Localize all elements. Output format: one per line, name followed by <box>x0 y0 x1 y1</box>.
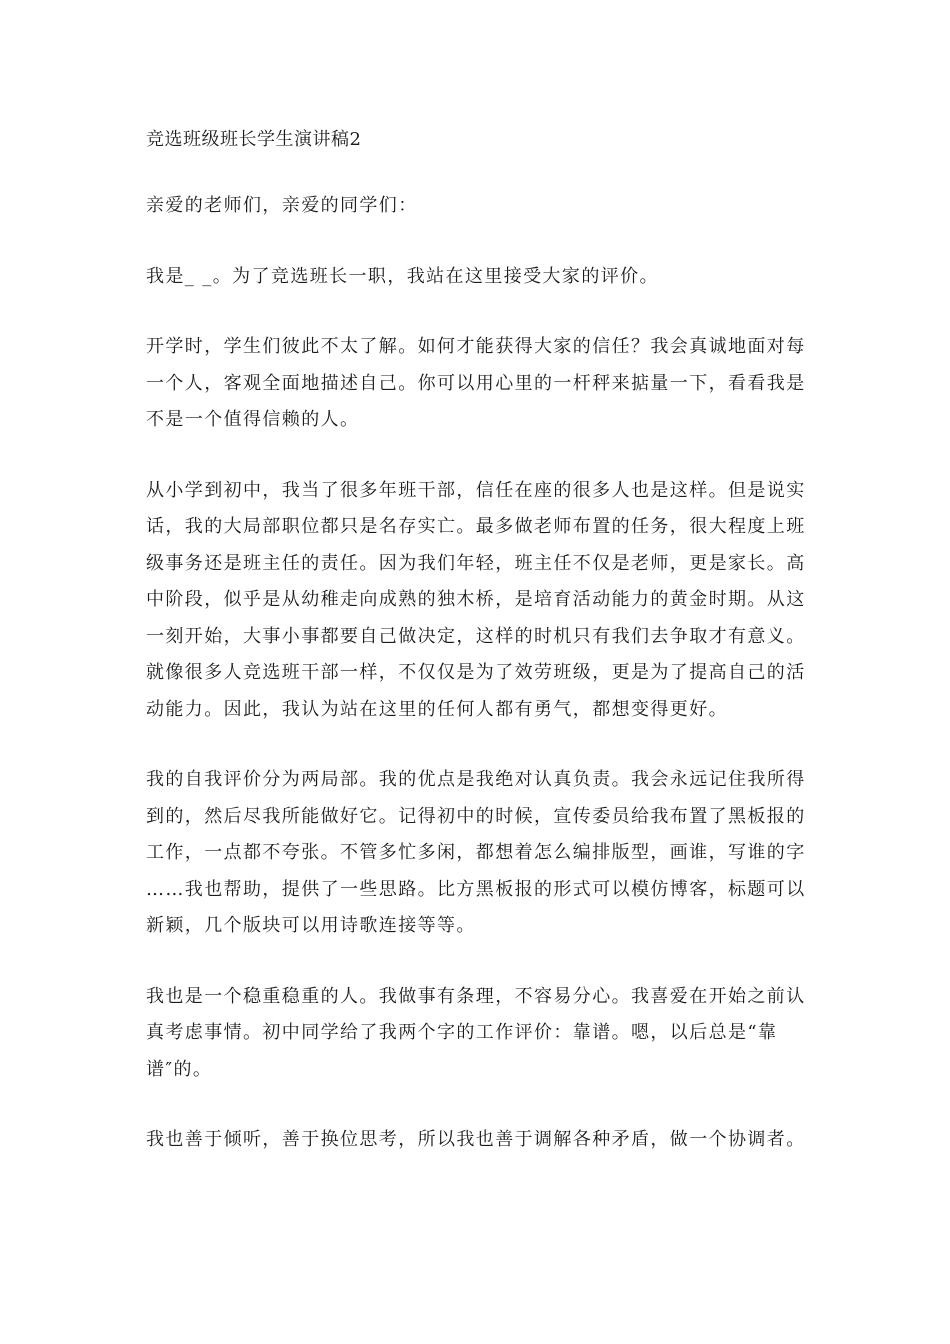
paragraph-line: 话，我的大局部职位都只是名存实亡。最多做老师布置的任务，很大程度上班 <box>146 516 806 537</box>
paragraph-line: 工作，一点都不夸张。不管多忙多闲，都想着怎么编排版型，画谁，写谁的字 <box>146 842 806 863</box>
paragraph-line: ……我也帮助，提供了一些思路。比方黑板报的形式可以模仿博客，标题可以 <box>146 878 806 900</box>
paragraph-line: 动能力。因此，我认为站在这里的任何人都有勇气，都想变得更好。 <box>146 698 728 720</box>
paragraph-steady <box>146 979 806 1089</box>
paragraph-line: 到的，然后尽我所能做好它。记得初中的时候，宣传委员给我布置了黑板报的 <box>146 805 806 827</box>
paragraph-line: 我也善于倾听，善于换位思考，所以我也善于调解各种矛盾，做一个协调者。 <box>146 1129 806 1150</box>
paragraph-first-impressions <box>146 329 806 439</box>
paragraph-experience <box>146 473 806 729</box>
paragraph-line: 就像很多人竞选班干部一样，不仅仅是为了效劳班级，更是为了提高自己的活 <box>146 662 806 683</box>
paragraph-line: 我的自我评价分为两局部。我的优点是我绝对认真负责。我会永远记住我所得 <box>146 769 806 790</box>
paragraph-self-evaluation <box>146 762 806 945</box>
greeting: 亲爱的老师们，亲爱的同学们： <box>146 195 418 216</box>
paragraph-line: 我也是一个稳重稳重的人。我做事有条理，不容易分心。我喜爱在开始之前认 <box>146 985 806 1007</box>
paragraph-line: 级事务还是班主任的责任。因为我们年轻，班主任不仅是老师，更是家长。高 <box>146 552 806 574</box>
paragraph-line: 真考虑事情。初中同学给了我两个字的工作评价：靠谱。嗯，以后总是“靠 <box>146 1022 778 1043</box>
paragraph-line: 开学时，学生们彼此不太了解。如何才能获得大家的信任？我会真诚地面对每 <box>146 336 806 357</box>
paragraph-listening <box>146 1122 806 1159</box>
intro-paragraph: 我是_ _。为了竞选班长一职，我站在这里接受大家的评价。 <box>146 265 659 287</box>
document-title: 竞选班级班长学生演讲稿2 <box>146 129 362 150</box>
paragraph-line: 一刻开始，大事小事都要自己做决定，这样的时机只有我们去争取才有意义。 <box>146 625 806 647</box>
paragraph-line: 中阶段，似乎是从幼稚走向成熟的独木桥，是培育活动能力的黄金时期。从这 <box>146 589 806 610</box>
paragraph-line: 从小学到初中，我当了很多年班干部，信任在座的很多人也是这样。但是说实 <box>146 479 806 501</box>
paragraph-line: 谱″的。 <box>146 1058 213 1080</box>
paragraph-line: 新颖，几个版块可以用诗歌连接等等。 <box>146 915 476 936</box>
paragraph-line: 一个人，客观全面地描述自己。你可以用心里的一杆秤来掂量一下，看看我是 <box>146 372 806 394</box>
document-page <box>146 122 806 1193</box>
paragraph-line: 不是一个值得信赖的人。 <box>146 409 360 430</box>
